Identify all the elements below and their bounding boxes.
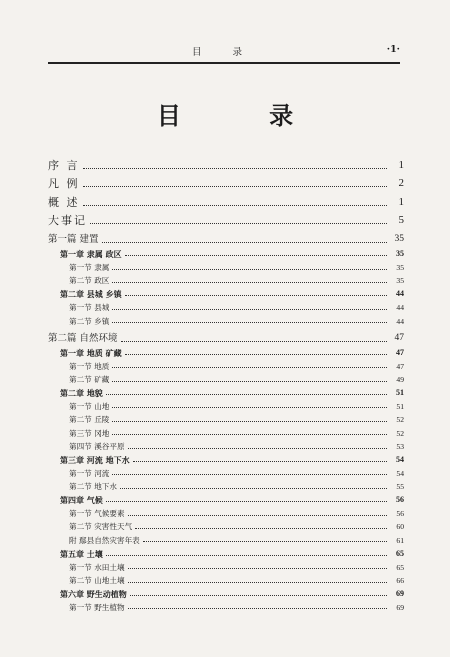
toc-entry-page-number: 55 bbox=[396, 482, 404, 492]
dot-leader bbox=[125, 354, 387, 355]
dot-leader bbox=[112, 269, 387, 270]
toc-entry-front[interactable] bbox=[48, 208, 404, 227]
toc-entry-section[interactable] bbox=[48, 312, 404, 325]
toc-entry-page-number: 1 bbox=[398, 158, 404, 171]
dot-leader bbox=[130, 595, 387, 596]
toc-entry-chapter[interactable] bbox=[48, 285, 404, 298]
dot-leader bbox=[102, 242, 387, 243]
toc-entry-page-number: 49 bbox=[396, 375, 404, 385]
toc-entry-section[interactable] bbox=[48, 437, 404, 450]
dot-leader bbox=[128, 582, 387, 583]
toc-entry-front[interactable] bbox=[48, 171, 404, 190]
toc-entry-label: 第二节 丘陵 bbox=[69, 415, 110, 425]
dot-leader bbox=[83, 168, 388, 169]
toc-entry-page-number: 53 bbox=[396, 442, 404, 452]
toc-entry-page-number: 47 bbox=[396, 347, 404, 357]
toc-entry-page-number: 60 bbox=[396, 522, 404, 532]
toc-entry-label: 第四节 溪谷平原 bbox=[69, 442, 125, 452]
toc-entry-chapter[interactable] bbox=[48, 384, 404, 397]
toc-entry-section[interactable] bbox=[48, 571, 404, 584]
toc-entry-label: 第一章 地质 矿藏 bbox=[60, 347, 122, 358]
toc-entry-section[interactable] bbox=[48, 464, 404, 477]
toc-entry-page-number: 66 bbox=[396, 575, 404, 585]
toc-entry-page-number: 61 bbox=[396, 535, 404, 545]
toc-entry-section[interactable] bbox=[48, 298, 404, 311]
toc-entry-label: 第二节 矿藏 bbox=[69, 375, 110, 385]
toc-entry-page-number: 44 bbox=[396, 316, 404, 326]
toc-entry-section[interactable] bbox=[48, 258, 404, 271]
toc-entry-page-number: 35 bbox=[396, 262, 404, 272]
toc-entry-page-number: 52 bbox=[396, 428, 404, 438]
dot-leader bbox=[112, 434, 387, 435]
toc-entry-section[interactable] bbox=[48, 397, 404, 410]
toc-entry-chapter[interactable] bbox=[48, 491, 404, 504]
toc-entry-label: 第六章 野生动植物 bbox=[60, 588, 127, 599]
toc-entry-page-number: 56 bbox=[396, 508, 404, 518]
toc-entry-label: 第二节 山地土壤 bbox=[69, 575, 125, 585]
toc-entry-page-number: 54 bbox=[396, 455, 404, 465]
toc-entry-label: 第一节 山地 bbox=[69, 401, 110, 411]
dot-leader bbox=[106, 394, 387, 395]
dot-leader bbox=[112, 474, 387, 475]
toc-entry-label: 第一节 隶属 bbox=[69, 262, 110, 272]
toc-entry-page-number: 65 bbox=[396, 562, 404, 572]
toc-entry-page-number: 35 bbox=[394, 234, 404, 245]
dot-leader bbox=[106, 501, 387, 502]
dot-leader bbox=[143, 541, 387, 542]
dot-leader bbox=[112, 282, 387, 283]
toc-entry-chapter[interactable] bbox=[48, 585, 404, 598]
running-head-title: 目 录 bbox=[191, 47, 257, 58]
toc-entry-page-number: 35 bbox=[396, 276, 404, 286]
toc-entry-label: 第二节 地下水 bbox=[69, 482, 117, 492]
toc-entry-label: 概 述 bbox=[48, 195, 80, 209]
toc-entry-label: 第五章 土壤 bbox=[60, 548, 103, 559]
dot-leader bbox=[128, 568, 387, 569]
toc-entry-label: 第二节 乡镇 bbox=[69, 316, 110, 326]
toc-entry-label: 第二章 地貌 bbox=[60, 388, 103, 399]
toc-entry-section[interactable] bbox=[48, 424, 404, 437]
toc-entry-label: 第一篇 建置 bbox=[48, 234, 99, 246]
dot-leader bbox=[128, 515, 387, 516]
toc-entry-label: 大事记 bbox=[48, 214, 87, 228]
toc-entry-page-number: 47 bbox=[394, 333, 404, 343]
toc-entry-section[interactable] bbox=[48, 272, 404, 285]
toc-entry-label: 第四章 气候 bbox=[60, 495, 103, 506]
toc-entry-section[interactable] bbox=[48, 518, 404, 531]
toc-entry-front[interactable] bbox=[48, 189, 404, 208]
header-rule bbox=[48, 62, 400, 64]
dot-leader bbox=[133, 461, 387, 462]
dot-leader bbox=[125, 295, 387, 296]
toc-entry-chapter[interactable] bbox=[48, 451, 404, 464]
dot-leader bbox=[112, 381, 387, 382]
toc-entry-front[interactable] bbox=[48, 152, 404, 171]
toc-entry-page-number: 2 bbox=[398, 177, 404, 190]
dot-leader bbox=[135, 528, 387, 529]
toc-entry-page-number: 69 bbox=[396, 588, 404, 598]
toc-entry-label: 第一节 野生植物 bbox=[69, 602, 125, 612]
dot-leader bbox=[112, 421, 387, 422]
toc-entry-page-number: 1 bbox=[398, 195, 404, 208]
toc-entry-section[interactable] bbox=[48, 531, 404, 544]
toc-entry-page-number: 52 bbox=[396, 415, 404, 425]
toc-entry-page-number: 56 bbox=[396, 495, 404, 505]
toc-entry-part[interactable] bbox=[48, 226, 404, 244]
toc-entry-label: 第一章 隶属 政区 bbox=[60, 249, 122, 260]
toc-entry-section[interactable] bbox=[48, 370, 404, 383]
toc-entry-page-number: 44 bbox=[396, 289, 404, 299]
table-of-contents bbox=[48, 152, 404, 611]
toc-entry-page-number: 51 bbox=[396, 388, 404, 398]
dot-leader bbox=[128, 448, 387, 449]
dot-leader bbox=[112, 309, 387, 310]
toc-entry-chapter[interactable] bbox=[48, 544, 404, 557]
dot-leader bbox=[112, 322, 387, 323]
dot-leader bbox=[106, 555, 387, 556]
dot-leader bbox=[125, 255, 387, 256]
dot-leader bbox=[83, 186, 388, 187]
toc-entry-page-number: 51 bbox=[396, 401, 404, 411]
dot-leader bbox=[83, 205, 388, 206]
toc-entry-label: 序 言 bbox=[48, 158, 80, 172]
page-title: 目 录 bbox=[156, 101, 334, 130]
toc-entry-page-number: 69 bbox=[396, 602, 404, 612]
dot-leader bbox=[112, 367, 387, 368]
toc-entry-section[interactable] bbox=[48, 410, 404, 423]
toc-entry-page-number: 5 bbox=[398, 214, 404, 227]
running-head-page-number: ·1· bbox=[386, 44, 400, 55]
toc-entry-label: 附 鄢县自然灾害年表 bbox=[69, 535, 140, 545]
toc-entry-label: 第二篇 自然环境 bbox=[48, 333, 118, 344]
toc-entry-section[interactable] bbox=[48, 558, 404, 571]
toc-entry-label: 凡 例 bbox=[48, 177, 80, 191]
toc-entry-label: 第一节 气候要素 bbox=[69, 508, 125, 518]
dot-leader bbox=[120, 488, 387, 489]
toc-entry-label: 第三章 河流 地下水 bbox=[60, 455, 130, 466]
toc-entry-part[interactable] bbox=[48, 325, 404, 343]
toc-entry-page-number: 44 bbox=[396, 303, 404, 313]
toc-entry-label: 第二章 县城 乡镇 bbox=[60, 289, 122, 300]
dot-leader bbox=[90, 223, 387, 224]
toc-entry-page-number: 47 bbox=[396, 361, 404, 371]
toc-entry-label: 第三节 冈地 bbox=[69, 428, 110, 438]
toc-entry-section[interactable] bbox=[48, 477, 404, 490]
toc-entry-label: 第一节 地质 bbox=[69, 361, 110, 371]
toc-entry-label: 第一节 河流 bbox=[69, 468, 110, 478]
toc-entry-page-number: 65 bbox=[396, 548, 404, 558]
dot-leader bbox=[121, 341, 387, 342]
running-head bbox=[48, 44, 400, 60]
toc-entry-page-number: 54 bbox=[396, 468, 404, 478]
toc-entry-page-number: 35 bbox=[396, 249, 404, 259]
toc-entry-section[interactable] bbox=[48, 357, 404, 370]
toc-entry-section[interactable] bbox=[48, 598, 404, 611]
toc-entry-label: 第二节 灾害性天气 bbox=[69, 522, 133, 532]
toc-entry-label: 第一节 水田土壤 bbox=[69, 562, 125, 572]
dot-leader bbox=[112, 407, 387, 408]
toc-entry-label: 第一节 县城 bbox=[69, 303, 110, 313]
toc-entry-chapter[interactable] bbox=[48, 245, 404, 258]
toc-entry-label: 第二节 政区 bbox=[69, 276, 110, 286]
dot-leader bbox=[128, 608, 387, 609]
toc-entry-chapter[interactable] bbox=[48, 344, 404, 357]
toc-entry-section[interactable] bbox=[48, 504, 404, 517]
